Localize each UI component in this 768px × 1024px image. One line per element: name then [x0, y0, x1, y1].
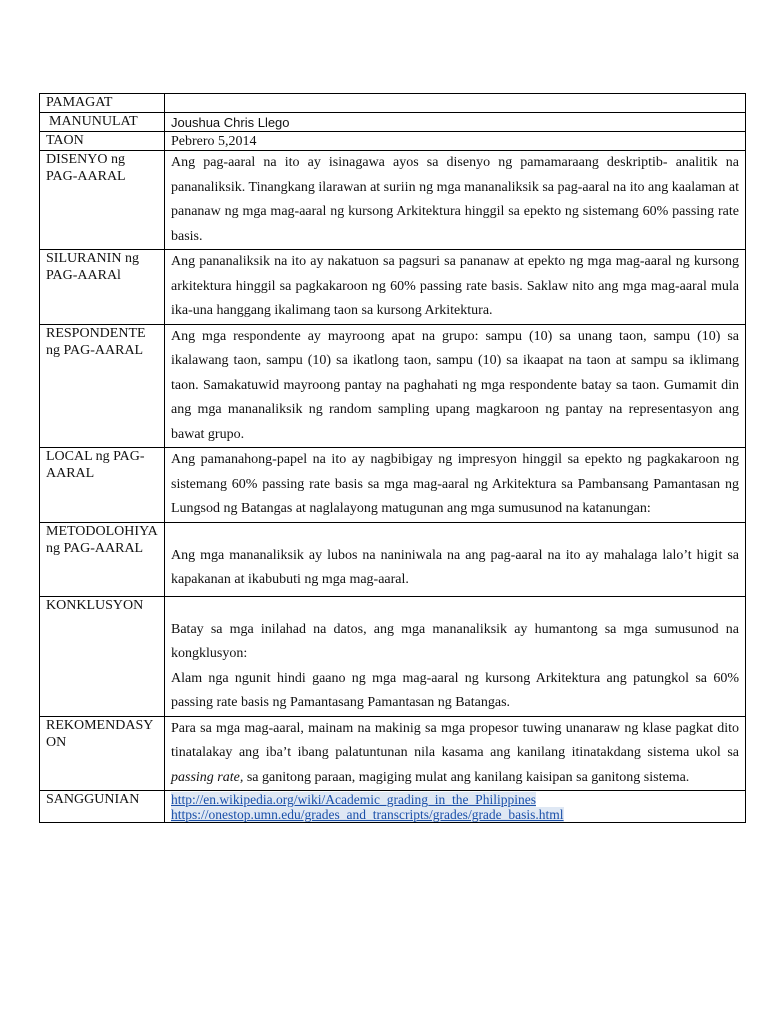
row-respondente: [40, 324, 746, 448]
row-local: [40, 448, 746, 523]
label-taon: TAON: [40, 132, 165, 151]
row-taon: [40, 132, 746, 151]
row-rekomendasyon: [40, 716, 746, 791]
label-sanggunian: SANGGUNIAN: [40, 791, 165, 823]
value-rekomendasyon: [165, 716, 746, 791]
value-respondente: Ang mga respondente ay mayroong apat na grupo: sampu (10) sa unang taon, sampu (10) sa ikalawang taon, sampu (10) sa ikatlong taon, sampu (10) sa ikaapat na taon at sampu sa iklimang taon. Samakatuwid mayroong pantay na paghahati ng mga respondente batay sa taon. Gumamit din ang mga mananaliksik ng random sampling upang magkaroon ng pantay na representasyon ang bawat grupo.: [165, 324, 746, 448]
value-manunulat: Joushua Chris Llego: [165, 113, 746, 132]
value-taon: Pebrero 5,2014: [165, 132, 746, 151]
reference-link-wikipedia[interactable]: http://en.wikipedia.org/wiki/Academic_grading_in_the_Philippines: [171, 792, 536, 807]
label-metodolohiya: METODOLOHIYA ng PAG-AARAL: [40, 522, 165, 596]
label-manunulat: MANUNULAT: [40, 113, 165, 132]
rekomendasyon-italic: passing rate,: [171, 769, 244, 785]
value-pamagat: [165, 94, 746, 113]
label-respondente: RESPONDENTE ng PAG-AARAL: [40, 324, 165, 448]
row-disenyo: [40, 151, 746, 250]
label-siluranin: SILURANIN ng PAG-AARAl: [40, 250, 165, 325]
row-metodolohiya: [40, 522, 746, 596]
label-rekomendasyon: REKOMENDASYON: [40, 716, 165, 791]
row-siluranin: [40, 250, 746, 325]
row-sanggunian: [40, 791, 746, 823]
rekomendasyon-text-a: Para sa mga mag-aaral, mainam na makinig sa mga propesor tuwing unanaraw ng klase pagkat dito tinatalakay ang iba’t ibang palatuntunan nila kasama ang kanilang itinatakdang sistema ukol sa: [171, 720, 739, 760]
value-disenyo: Ang pag-aaral na ito ay isinagawa ayos sa disenyo ng pamamaraang deskriptib- analitik na pananaliksik. Tinangkang ilarawan at suriin ng mga mananaliksik sa pag-aaral na ito ang kaalaman at pananaw ng mga mag-aaral ng kursong Arkitektura hinggil sa epekto ng sistemang 60% passing rate basis.: [165, 151, 746, 250]
label-disenyo: DISENYO ng PAG-AARAL: [40, 151, 165, 250]
row-konklusyon: [40, 596, 746, 716]
rekomendasyon-text-b: sa ganitong paraan, magiging mulat ang kanilang kaisipan sa ganitong sistema.: [243, 769, 690, 785]
value-siluranin: Ang pananaliksik na ito ay nakatuon sa pagsuri sa pananaw at epekto ng mga mag-aaral ng kursong arkitektura hinggil sa pagkakaroon ng 60% passing rate basis. Saklaw nito ang mga mag-aaral mula ika-una hanggang ikalimang taon sa kursong Arkitektura.: [165, 250, 746, 325]
summary-table: [39, 93, 746, 823]
konklusyon-finding: Alam nga ngunit hindi gaano ng mga mag-aaral ng kursong Arkitektura ang patungkol sa 60% passing rate basis ng Pamantasang Pamantasan ng Batangas.: [171, 670, 739, 710]
konklusyon-intro: Batay sa mga inilahad na datos, ang mga mananaliksik ay humantong sa mga sumusunod na kongklusyon:: [171, 621, 739, 661]
label-konklusyon: KONKLUSYON: [40, 596, 165, 716]
value-sanggunian: [165, 791, 746, 823]
row-pamagat: [40, 94, 746, 113]
row-manunulat: [40, 113, 746, 132]
label-local: LOCAL ng PAG-AARAL: [40, 448, 165, 523]
value-konklusyon: [165, 596, 746, 716]
value-local: Ang pamanahong-papel na ito ay nagbibigay ng impresyon hinggil sa epekto ng pagkakaroon ng sistemang 60% passing rate basis sa mga mag-aaral ng Arkitektura sa Pambansang Pamantasan ng Lungsod ng Batangas at naglalayong matugunan ang mga sumusunod na katanungan:: [165, 448, 746, 523]
value-metodolohiya: Ang mga mananaliksik ay lubos na naniniwala na ang pag-aaral na ito ay mahalaga lalo’t higit sa kapakanan at ikabubuti ng mga mag-aaral.: [165, 522, 746, 596]
reference-link-umn[interactable]: https://onestop.umn.edu/grades_and_transcripts/grades/grade_basis.html: [171, 807, 564, 822]
label-pamagat: PAMAGAT: [40, 94, 165, 113]
